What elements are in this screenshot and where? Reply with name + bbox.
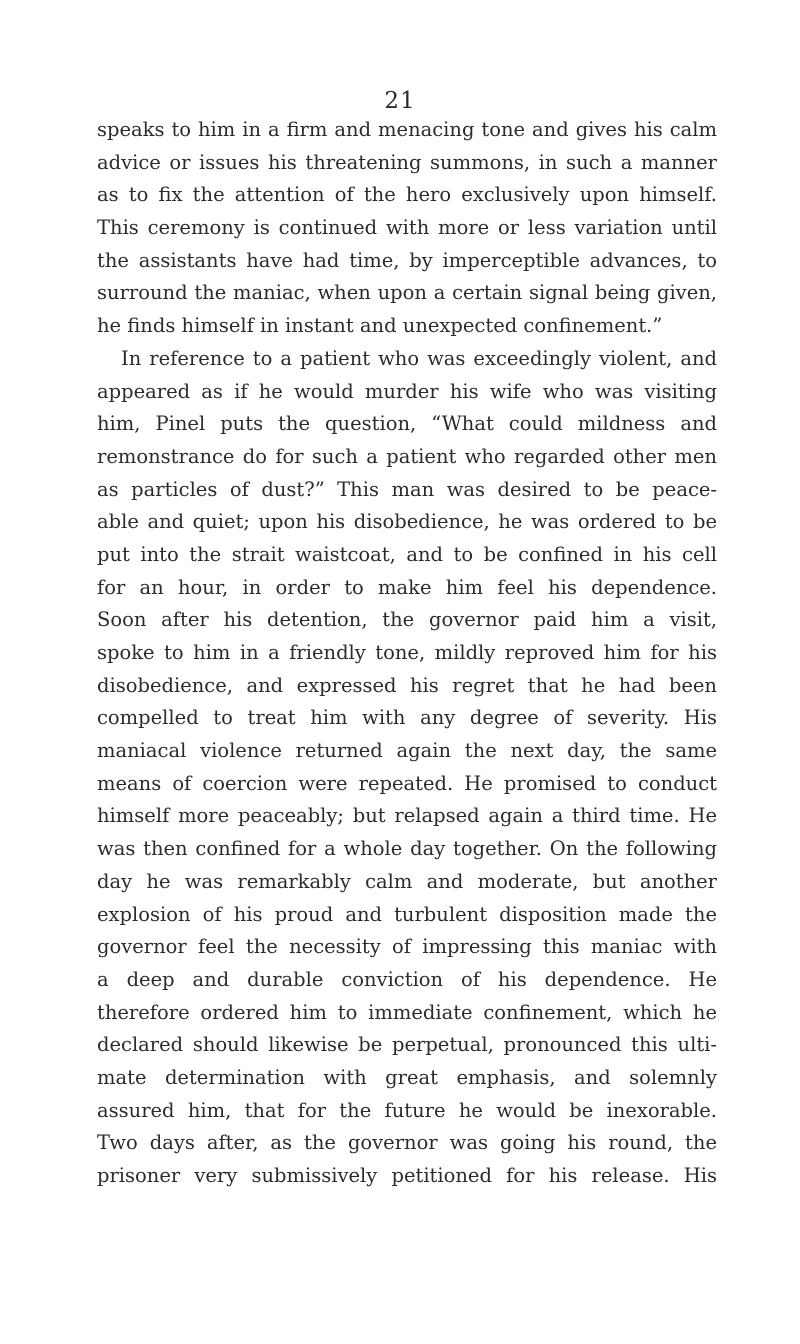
text-line: surround the maniac, when upon a certain signal being given, [97, 281, 717, 305]
text-line: remonstrance do for such a patient who regarded other men [97, 444, 717, 468]
text-line: himself more peaceably; but relapsed again a third time. He [97, 804, 717, 828]
text-line: appeared as if he would murder his wife who was visiting [97, 379, 717, 403]
text-line: prisoner very submissively petitioned for his release. His [97, 1164, 717, 1187]
body-text [97, 114, 717, 1193]
text-line: able and quiet; upon his disobedience, he was ordered to be [97, 510, 717, 534]
text-line: Soon after his detention, the governor paid him a visit, [97, 608, 717, 632]
text-line: maniacal violence returned again the next day, the same [97, 739, 717, 763]
page-number: 21 [384, 88, 416, 114]
text-line: for an hour, in order to make him feel his dependence. [97, 575, 717, 599]
text-line: therefore ordered him to immediate confinement, which he [97, 1000, 717, 1024]
text-line: advice or issues his threatening summons, in such a manner [97, 150, 717, 174]
text-line: spoke to him in a friendly tone, mildly reproved him for his [97, 641, 717, 664]
text-line: compelled to treat him with any degree of severity. His [97, 706, 717, 730]
text-line: him, Pinel puts the question, “What could mildness and [97, 412, 717, 436]
text-line: In reference to a patient who was exceedingly violent, and [121, 346, 717, 370]
text-line: Two days after, as the governor was going his round, the [97, 1131, 717, 1155]
text-line: declared should likewise be perpetual, pronounced this ulti- [97, 1033, 717, 1057]
text-line: assured him, that for the future he would be inexorable. [97, 1098, 717, 1122]
text-line: explosion of his proud and turbulent disposition made the [97, 902, 717, 926]
text-line: as particles of dust?” This man was desired to be peace- [97, 477, 717, 501]
text-line: governor feel the necessity of impressing this maniac with [97, 935, 717, 959]
text-line: day he was remarkably calm and moderate, but another [97, 869, 717, 893]
text-line: as to fix the attention of the hero exclusively upon himself. [97, 183, 717, 207]
text-line: the assistants have had time, by imperceptible advances, to [97, 248, 717, 272]
text-line: speaks to him in a firm and menacing tone and gives his calm [97, 118, 717, 141]
text-line: put into the strait waistcoat, and to be confined in his cell [97, 542, 717, 566]
text-line: a deep and durable conviction of his dependence. He [97, 967, 717, 991]
text-line: means of coercion were repeated. He promised to conduct [97, 771, 717, 795]
text-line: was then confined for a whole day together. On the following [97, 837, 717, 861]
text-line: mate determination with great emphasis, and solemnly [97, 1065, 717, 1089]
text-line: disobedience, and expressed his regret that he had been [97, 673, 717, 697]
text-line: This ceremony is continued with more or less variation until [97, 216, 717, 240]
text-line: he finds himself in instant and unexpected confinement.” [97, 314, 663, 338]
